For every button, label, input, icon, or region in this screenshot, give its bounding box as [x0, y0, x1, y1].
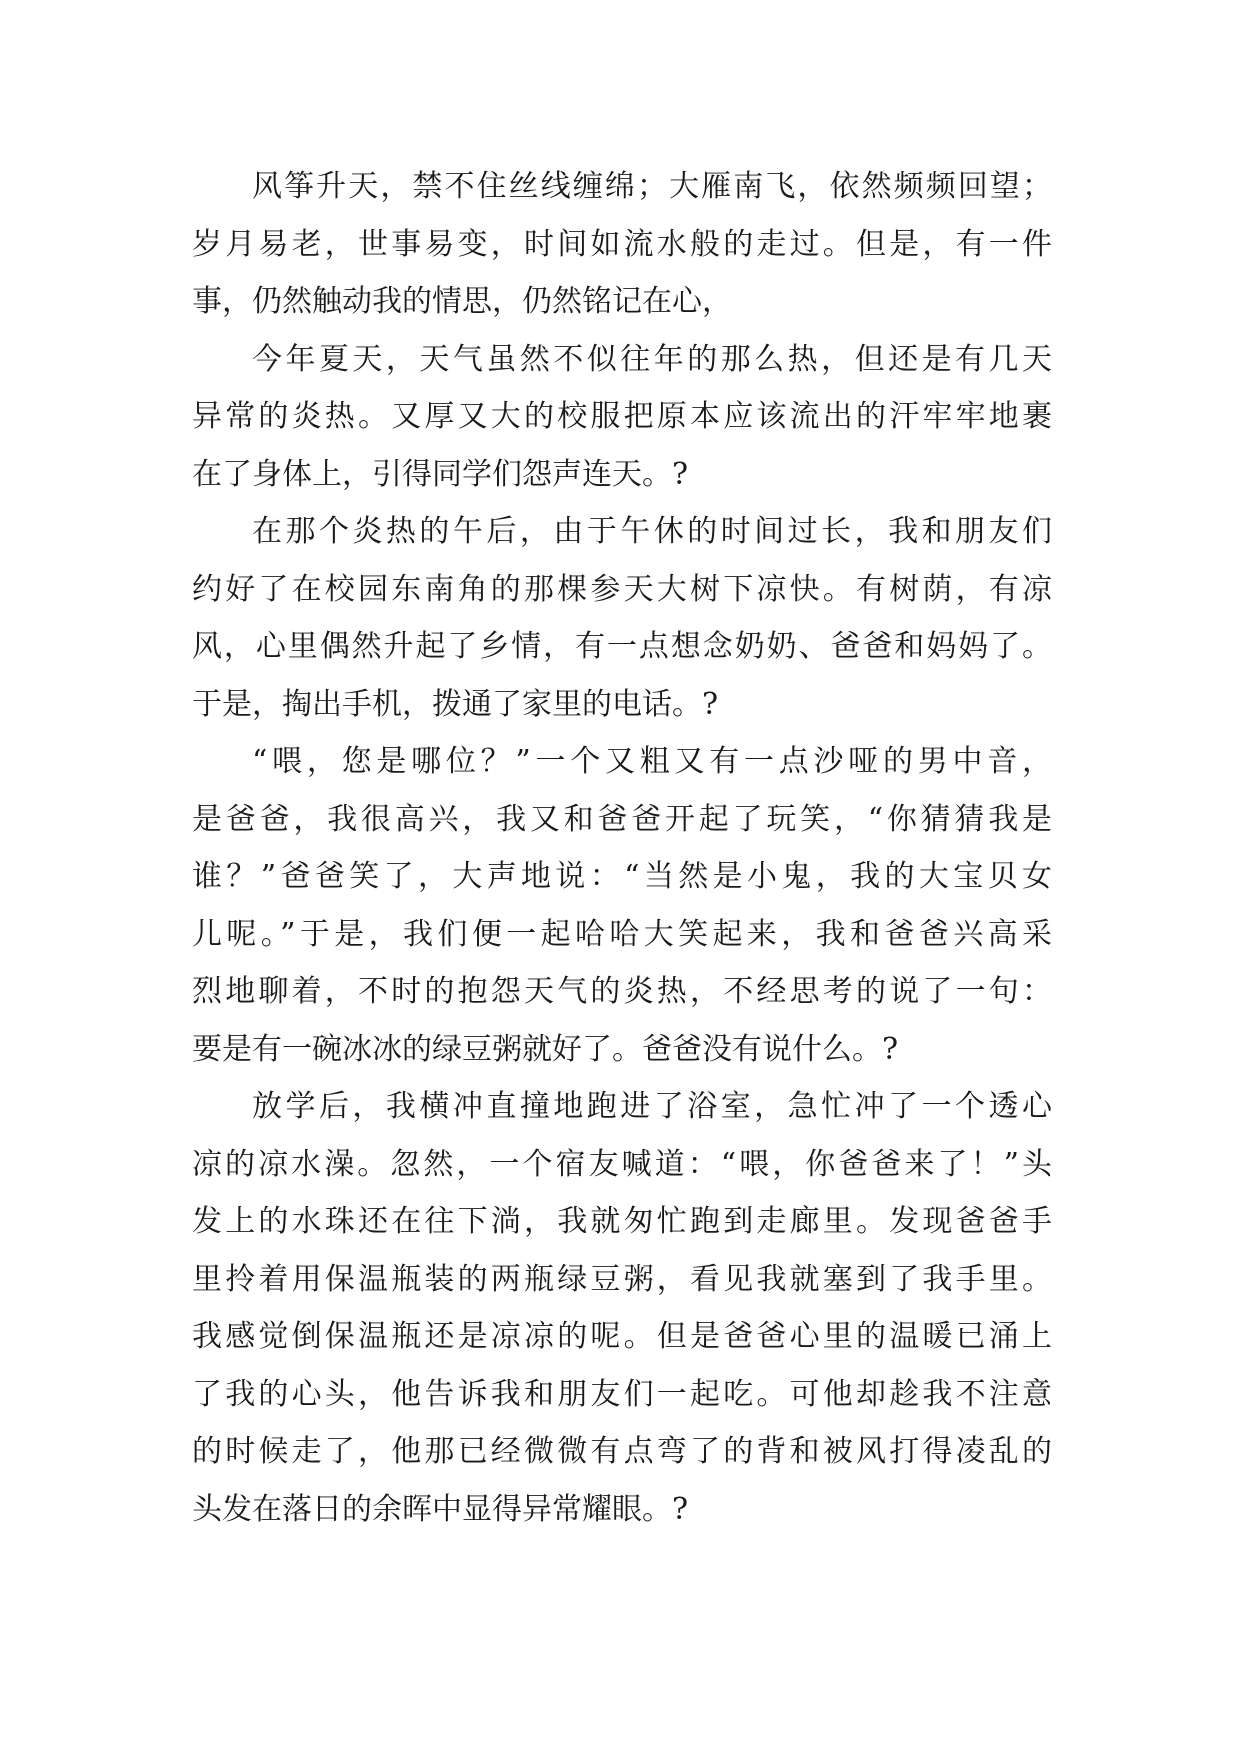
paragraph-5-line-5: 我感觉倒保温瓶还是凉凉的呢。但是爸爸心里的温暖已涌上 [192, 1319, 1052, 1354]
paragraph-4-line-4: 儿呢。”于是，我们便一起哈哈大笑起来，我和爸爸兴高采 [192, 916, 1052, 952]
paragraph-1-line-3: 事，仍然触动我的情思，仍然铭记在心， [192, 284, 732, 319]
paragraph-3-line-2: 约好了在校园东南角的那棵参天大树下凉快。有树荫，有凉 [192, 571, 1052, 607]
document-body [192, 158, 1052, 1538]
paragraph-5-line-6: 了我的心头，他告诉我和朋友们一起吃。可他却趁我不注意 [192, 1376, 1052, 1412]
paragraph-5-line-8: 头发在落日的余晖中显得异常耀眼。? [192, 1491, 689, 1527]
paragraph-4-line-2: 是爸爸，我很高兴，我又和爸爸开起了玩笑，“你猜猜我是 [192, 801, 1052, 837]
paragraph-2-line-1: 今年夏天，天气虽然不似往年的那么热，但还是有几天 [252, 341, 1052, 377]
paragraph-3-line-4: 于是，掏出手机，拨通了家里的电话。? [192, 686, 719, 722]
paragraph-1-line-2: 岁月易老，世事易变，时间如流水般的走过。但是，有一件 [192, 226, 1052, 262]
paragraph-2-line-3: 在了身体上，引得同学们怨声连天。? [192, 456, 689, 492]
paragraph-2-line-2: 异常的炎热。又厚又大的校服把原本应该流出的汗牢牢地裹 [192, 399, 1052, 434]
paragraph-3-line-3: 风，心里偶然升起了乡情，有一点想念奶奶、爸爸和妈妈了。 [192, 629, 1052, 664]
paragraph-4-line-3: 谁？”爸爸笑了，大声地说：“当然是小鬼，我的大宝贝女 [192, 859, 1052, 894]
paragraph-5-line-2: 凉的凉水澡。忽然，一个宿友喊道：“喂，你爸爸来了！”头 [192, 1146, 1052, 1182]
paragraph-4-line-1: “喂，您是哪位？”一个又粗又有一点沙哑的男中音， [252, 744, 1052, 779]
paragraph-5-line-7: 的时候走了，他那已经微微有点弯了的背和被风打得凌乱的 [192, 1434, 1052, 1469]
paragraph-1-line-1: 风筝升天，禁不住丝线缠绵；大雁南飞，依然频频回望； [252, 169, 1052, 204]
paragraph-5-line-4: 里拎着用保温瓶装的两瓶绿豆粥，看见我就塞到了我手里。 [192, 1261, 1052, 1297]
paragraph-5-line-1: 放学后，我横冲直撞地跑进了浴室，急忙冲了一个透心 [252, 1089, 1052, 1124]
paragraph-3-line-1: 在那个炎热的午后，由于午休的时间过长，我和朋友们 [252, 514, 1052, 549]
paragraph-4-line-5: 烈地聊着，不时的抱怨天气的炎热，不经思考的说了一句： [192, 974, 1052, 1009]
paragraph-5-line-3: 发上的水珠还在往下淌，我就匆忙跑到走廊里。发现爸爸手 [192, 1204, 1052, 1239]
paragraph-4-line-6: 要是有一碗冰冰的绿豆粥就好了。爸爸没有说什么。? [192, 1031, 899, 1067]
